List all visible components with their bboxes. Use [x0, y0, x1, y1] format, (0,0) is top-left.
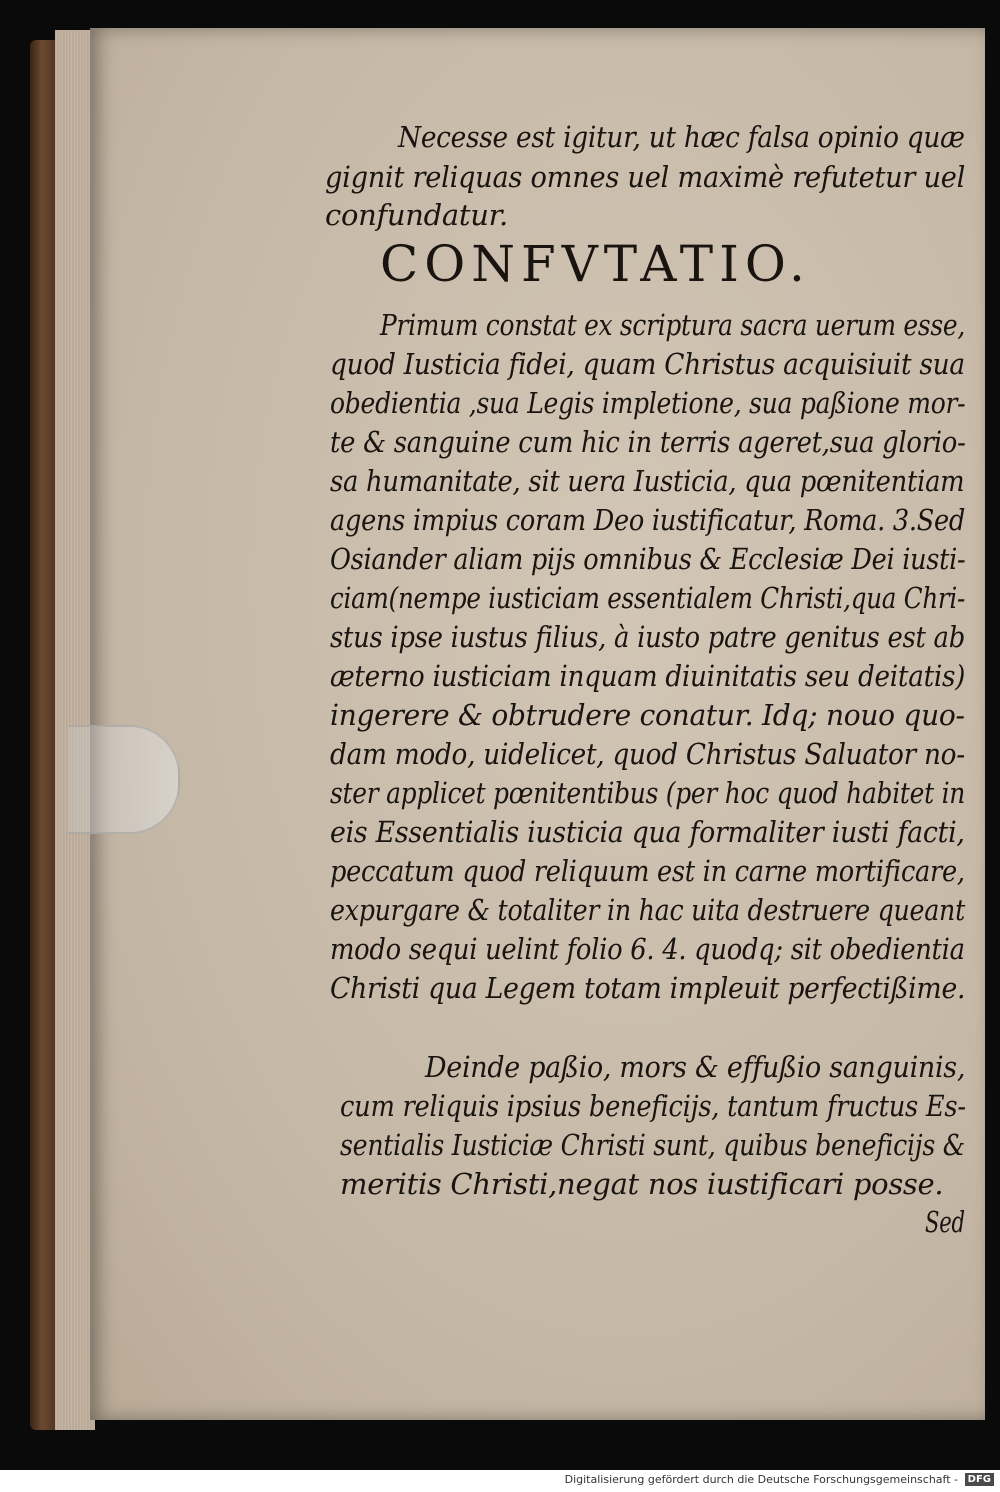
footer-bar	[0, 1470, 1000, 1492]
text-line: Deinde paßio, mors & effußio sanguinis,	[425, 1050, 966, 1084]
text-line: dam modo, uidelicet, quod Christus Saluator no-	[330, 737, 965, 771]
text-line: peccatum quod reliquum est in carne mortificare,	[330, 854, 965, 888]
dfg-logo: DFG	[965, 1473, 994, 1486]
text-line: æterno iusticiam inquam diuinitatis seu deitatis)	[330, 659, 966, 693]
text-line: te & sanguine cum hic in terris ageret,sua glorio-	[330, 425, 966, 459]
catchword: Sed	[925, 1205, 965, 1239]
text-line: ster applicet pœnitentibus (per hoc quod habitet in	[330, 776, 966, 810]
text-line: meritis Christi,negat nos iustificari posse.	[340, 1167, 944, 1201]
text-line: sa humanitate, sit uera Iusticia, qua pœnitentiam	[330, 464, 965, 498]
text-line: ingerere & obtrudere conatur. Idq; nouo quo-	[330, 698, 965, 732]
text-line: eis Essentialis iusticia qua formaliter iusti facti,	[330, 815, 965, 849]
text-line: stus ipse iustus filius, à iusto patre genitus est ab	[330, 620, 965, 654]
text-line: modo sequi uelint folio 6. 4. quodq; sit obedientia	[330, 932, 965, 966]
text-line: obedientia ,sua Legis impletione, sua paßione mor-	[330, 386, 966, 420]
text-line: gignit reliquas omnes uel maximè refutetur uel	[325, 160, 966, 194]
text-line: agens impius coram Deo iustificatur, Roma. 3.Sed	[330, 503, 966, 537]
footer-credit: Digitalisierung gefördert durch die Deutsche Forschungsgemeinschaft -	[564, 1473, 958, 1486]
text-line: quod Iusticia fidei, quam Christus acquisiuit sua	[330, 347, 965, 381]
text-line: Osiander aliam pijs omnibus & Ecclesiæ Dei iusti-	[330, 542, 966, 576]
page-clip	[68, 725, 180, 834]
text-line: sentialis Iusticiæ Christi sunt, quibus beneficijs &	[340, 1128, 965, 1162]
text-line: Necesse est igitur, ut hæc falsa opinio quæ	[398, 120, 965, 154]
text-line: ciam(nempe iusticiam essentialem Christi,qua Chri-	[330, 581, 966, 615]
text-line: Christi qua Legem totam impleuit perfectißime.	[330, 971, 966, 1005]
text-line: cum reliquis ipsius beneficijs, tantum fructus Es-	[340, 1089, 966, 1123]
text-line: Primum constat ex scriptura sacra uerum esse,	[380, 308, 965, 342]
text-line: expurgare & totaliter in hac uita destruere queant	[330, 893, 965, 927]
section-heading: CONFVTATIO.	[380, 235, 811, 293]
text-line: confundatur.	[325, 198, 508, 232]
